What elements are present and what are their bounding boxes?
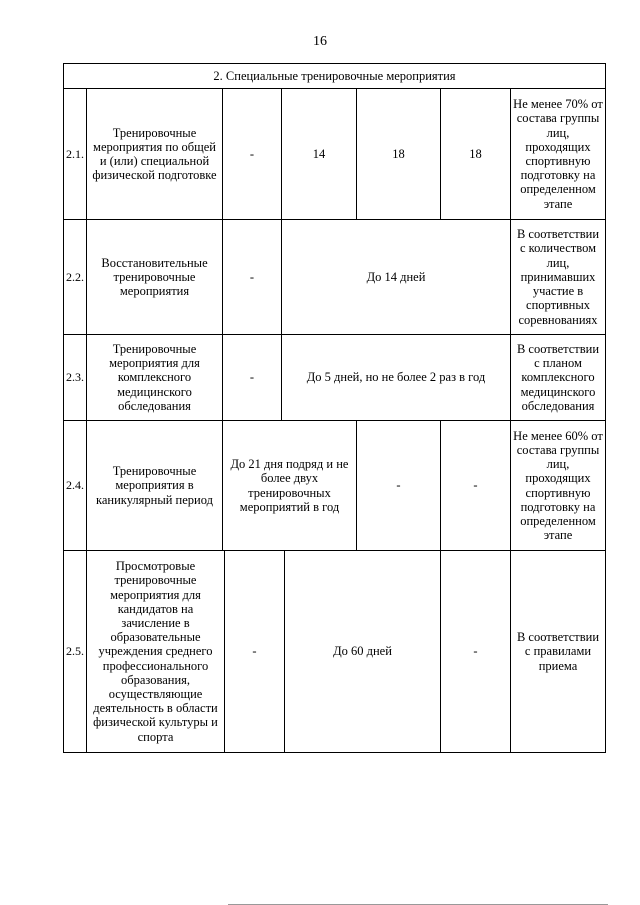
row-2-4-note: Не менее 60% от состава группы лиц, проходящих спортивную подготовку на определенном этапе <box>513 428 603 543</box>
row-2-4-merged: До 21 дня подряд и не более двух тренировочных мероприятий в год <box>230 457 349 514</box>
row-2-2-number: 2.2. <box>66 269 84 284</box>
row-2-3-number: 2.3. <box>66 370 84 385</box>
row-2-4-col3: - <box>396 478 401 493</box>
row-2-2-note: В соответствии с количеством лиц, принимавших участие в спортивных соревнованиях <box>516 227 600 327</box>
row-2-1-name: Тренировочные мероприятия по общей и (или) специальной физической подготовке <box>92 125 217 183</box>
row-2-2-merged: До 14 дней <box>366 269 426 284</box>
row-2-1-number: 2.1. <box>66 146 84 161</box>
row-2-1-col3: 18 <box>392 146 405 161</box>
row-2-4-name: Тренировочные мероприятия в каникулярный период <box>96 464 213 507</box>
row-2-5-merged: До 60 дней <box>333 644 392 659</box>
row-2-4-number: 2.4. <box>66 478 84 493</box>
row-2-1-col1: - <box>249 146 255 161</box>
row-2-3-note: В соответствии с планом комплексного медицинского обследования <box>516 341 600 413</box>
row-2-4-col4: - <box>473 478 478 493</box>
row-2-3-col1: - <box>249 370 255 385</box>
row-2-5-note: В соответствии с правилами приема <box>516 630 600 673</box>
training-table <box>63 63 606 753</box>
row-2-3-name: Тренировочные мероприятия для комплексного медицинского обследования <box>109 341 200 413</box>
row-2-1-col4: 18 <box>469 146 482 161</box>
row-2-1-note: Не менее 70% от состава группы лиц, проходящих спортивную подготовку на определенном этапе <box>513 97 603 211</box>
row-2-5-number: 2.5. <box>66 644 84 659</box>
row-2-1-col2: 14 <box>312 146 326 161</box>
row-2-2-col1: - <box>249 269 255 284</box>
row-2-5-col4: - <box>473 644 478 659</box>
row-2-3-merged: До 5 дней, но не более 2 раз в год <box>306 370 486 385</box>
row-2-5-col1: - <box>252 644 257 659</box>
row-2-2-name: Восстановительные тренировочные мероприятия <box>101 255 208 299</box>
row-2-5-name: Просмотровые тренировочные мероприятия для кандидатов на зачисление в образовательные учреждения среднего профессионального образования, осуществляющие деятельность в области физической культуры и спорта <box>93 559 218 744</box>
section-header: 2. Специальные тренировочные мероприятия <box>64 64 605 89</box>
page-number: 16 <box>313 34 327 49</box>
